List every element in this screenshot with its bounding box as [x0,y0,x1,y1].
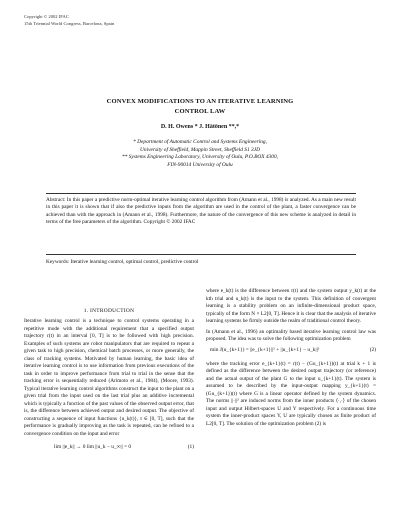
copyright-line: Copyright © 2002 IFAC [24,14,69,19]
title-line-1: CONVEX MODIFICATIONS TO AN ITERATIVE LEARNING [106,98,294,105]
abstract: Abstract: In this paper a predictive norm-optimal iterative learning control algorithm from (Amann et al., 1998) is analyzed. As a main new result in this paper it is shown that if also the predictive inputs from the algorithm are used in the control of the plant, a faster convergence can be achieved than with the approach in (Amann et al., 1998). Furthermore, the nature of the convergence of this new scheme is analyzed in detail in terms of the free parameters of the algorithm. Copyright © 2002 IFAC [46,197,356,226]
congress-line: 15th Triennial World Congress, Barcelona, Spain [24,20,115,26]
right-paragraph-2: In (Amann et al., 1996) an optimality based iterative learning control law was proposed. The idea was to solve the following optimization problem [206,328,376,342]
equation-1-body: lim ||e_k|| → 0 lim ||u_k − u_∞|| = 0 [54,444,132,450]
conference-header [24,14,114,27]
keywords: Keywords: Iterative learning control, optimal control, predictive control [46,259,199,265]
equation-1-number: (1) [187,444,194,450]
title-line-2: CONTROL LAW [174,108,226,115]
equation-2-number: (2) [369,346,376,353]
authors: D. H. Owens * J. Hätönen **,* [160,124,240,130]
right-column [206,288,376,431]
abstract-bottom-rule [46,254,356,255]
intro-paragraph: Iterative learning control is a technique to control systems operating in a repetitive mode with the additional requirement that a specified output trajectory r(t) in an interval [0, T] is to be followed with high precision. Examples of such systems are robot manipulators that are required to repeat a given task to high precision, chemical batch processes, or more generally, the class of tracking systems. Motivated by human learning, the basic idea of iterative learning control is to use information from previous executions of the task in order to improve performance from trial to trial in the sense that the tracking error is sequentially reduced (Arimoto et al., 1984), (Moore, 1993). Typical iterative learning control algorithms construct the input to the plant on a given trial from the input used on the last trial plus an additive incremental which is typically a function of the past values of the observed output error, that is, the difference between achieved output and desired output. The objective of constructing a sequence of input functions {u_k(t)}, t ∈ [0, T], such that the performance is gradually improving as the task is repeated, can be refined to a convergence condition on the input and error [24,318,194,437]
equation-2-body: min J(u_{k+1}) = ||e_{k+1}||² + ||u_{k+1} − u_k||² [210,346,320,353]
section-heading: 1. INTRODUCTION [83,308,135,314]
equation-2 [206,347,376,358]
affiliation-line: * Department of Automatic Control and Systems Engineering, [133,139,267,145]
right-paragraph-3: where the tracking error e_{k+1}(t) = r(t) − (Gu_{k+1})(t) at trial k + 1 is defined as the difference between the desired output trajectory (or reference) and the actual output of the plant G to the input u_{k+1}(t). The system is assumed to be described by the input-output mapping y_{k+1}(t) = (Gu_{k+1})(t) where G is a linear operator defined by the system dynamics. The norms ||·||² are induced norms from the inner products ⟨·,·⟩ of the chosen input and output Hilbert-spaces U and Y respectively. For a continuous time system the inner-product spaces Y, U are typically chosen as finite product of L2[0, T]. The solution of the optimization problem (2) is [206,360,376,427]
right-paragraph-1: where e_k(t) is the difference between r(t) and the system output y_k(t) at the kth trial and u_k(t) is the input to the system. This definition of convergent learning is a stability problem on an infinite-dimensional product space, typically of the form N × L2[0, T]. Hence it is clear that the analysis of iterative learning systems be firmly outside the realm of traditional control theory. [206,288,376,324]
paper-title [0,97,400,117]
affiliation-line: FIN-90014 University of Oulu [167,161,233,168]
abstract-top-rule [46,193,356,194]
affiliations [0,139,400,169]
affiliation-line: University of Sheffield, Mappin Street, Sheffield S1 3JD [139,146,260,153]
affiliation-line: ** Systems Engineering Laboratory, University of Oulu, P.O.BOX 4300, [121,154,279,161]
equation-1 [24,444,194,454]
left-column [24,318,194,454]
